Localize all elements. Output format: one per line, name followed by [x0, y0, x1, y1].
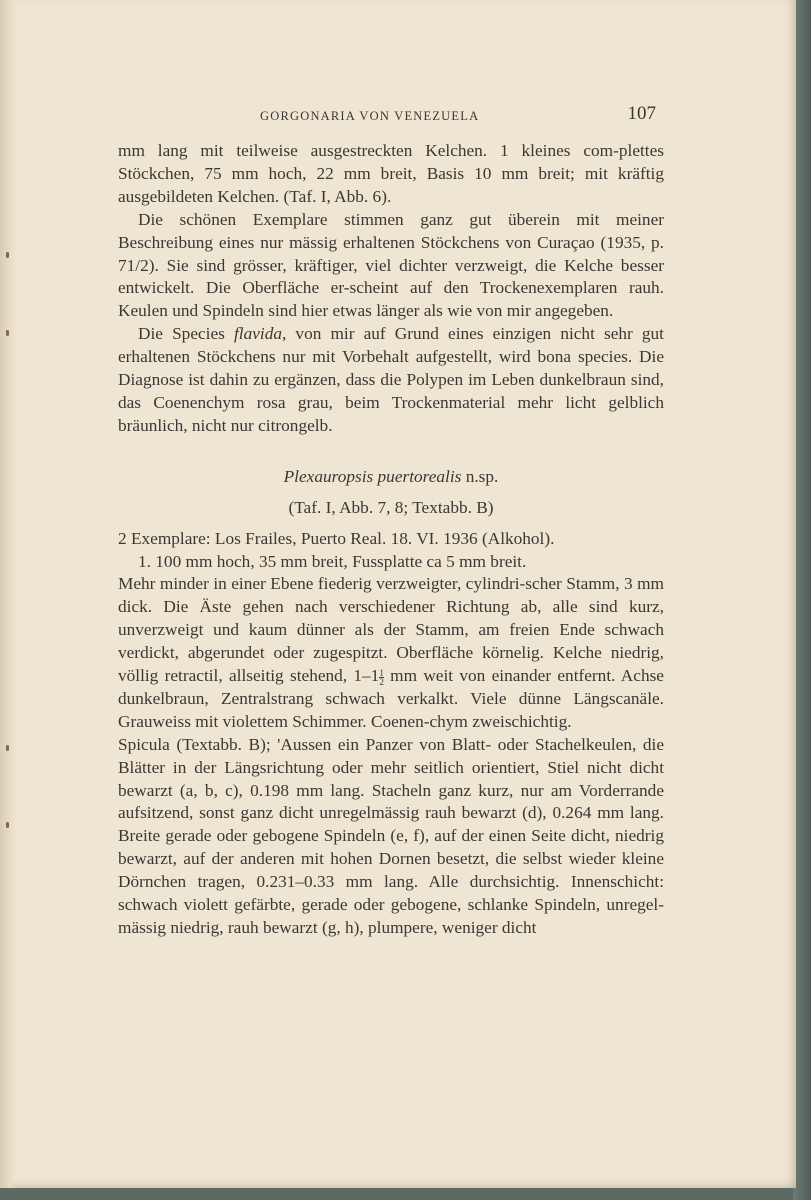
paragraph-spicula: Spicula (Textabb. B); 'Aussen ein Panzer von Blatt- oder Stachelkeulen, die Blätter in der Längsrichtung oder mehr seitlich orientiert, Stiel nicht dicht bewarzt (a, b, c), 0.198 mm lang. Stacheln ganz kurz, nur am Vorderrande aufsitzend, sonst ganz dicht unregelmässig rauh bewarzt (d), 0.264 mm lang. Breite gerade oder gebogene Spindeln (e, f), auf der einen Seite dicht, niedrig bewarzt, auf der anderen mit hohen Dornen besetzt, die selbst wieder kleine Dörnchen tragen, 0.231–0.33 mm lang. Alle durchsichtig. Innenschicht: schwach violett gefärbte, gerade oder gebogene, schlanke Spindeln, unregel-mässig niedrig, rauh bewarzt (g, h), plumpere, weniger dicht	[118, 734, 664, 937]
paragraph-description	[118, 573, 664, 733]
body-text	[118, 140, 664, 940]
species-heading-name: Plexauropsis puertorealis	[283, 466, 462, 486]
species-heading-suffix: n.sp.	[461, 466, 499, 486]
paragraph-comparison: Die schönen Exemplare stimmen ganz gut überein mit meiner Beschreibung eines nur mässig erhaltenen Stöckchens von Curaçao (1935, p. 71/2). Sie sind grösser, kräftiger, viel dichter verzweigt, die Kelche besser entwickelt. Die Oberfläche er-scheint auf den Trockenexemplaren rauh. Keulen und Spindeln sind hier etwas länger als wie von mir angegeben.	[118, 209, 664, 321]
species-name-italic: flavida	[233, 324, 282, 344]
description-text: mm weit von einander entfernt. Achse dunkelbraun, Zentralstrang schwach verkalkt. Viele dünne Längscanäle. Grauweiss mit violettem Schimmer. Coenen-chym zweischichtig.	[118, 666, 664, 731]
running-title: GORGONARIA VON VENEZUELA	[260, 109, 480, 123]
fraction-half: $\frac{1}{2}$	[379, 667, 384, 687]
material-line: 2 Exemplare: Los Frailes, Puerto Real. 18. VI. 1936 (Alkohol).	[118, 528, 555, 548]
species-heading	[118, 466, 664, 489]
paragraph-species-flavida	[118, 323, 664, 438]
paragraph-text: , von mir auf Grund eines einzigen nicht sehr gut erhaltenen Stöckchens nur mit Vorbehalt aufgestellt, wird bona species. Die Diagnose ist dahin zu ergänzen, dass die Polypen im Leben dunkelbraun sind, das Coenenchym rosa grau, beim Trockenmaterial mehr licht gelblich bräunlich, nicht nur citrongelb.	[118, 324, 664, 435]
paragraph-text: Die Species	[138, 324, 234, 344]
page-gutter	[0, 0, 16, 1188]
page-header	[118, 103, 664, 125]
specimen-line: 1. 100 mm hoch, 35 mm breit, Fussplatte ca 5 mm breit.	[138, 551, 527, 571]
plates-reference: (Taf. I, Abb. 7, 8; Textabb. B)	[288, 497, 494, 517]
page-number: 107	[627, 103, 656, 124]
paragraph-continuation: mm lang mit teilweise ausgestreckten Kelchen. 1 kleines com-plettes Stöckchen, 75 mm hoch, 22 mm breit, Basis 10 mm breit; mit kräftig ausgebildeten Kelchen. (Taf. I, Abb. 6).	[118, 141, 664, 206]
description-text: Mehr minder in einer Ebene fiederig verzweigter, cylindri-scher Stamm, 3 mm dick. Die Äste gehen nach verschiedener Richtung ab, alle sind kurz, unverzweigt und kaum dünner als der Stamm, am freien Ende schwach verdickt, abgerundet oder zugespitzt. Oberfläche körnelig. Kelche niedrig, völlig retractil, allseitig stehend, 1–1	[118, 574, 664, 686]
